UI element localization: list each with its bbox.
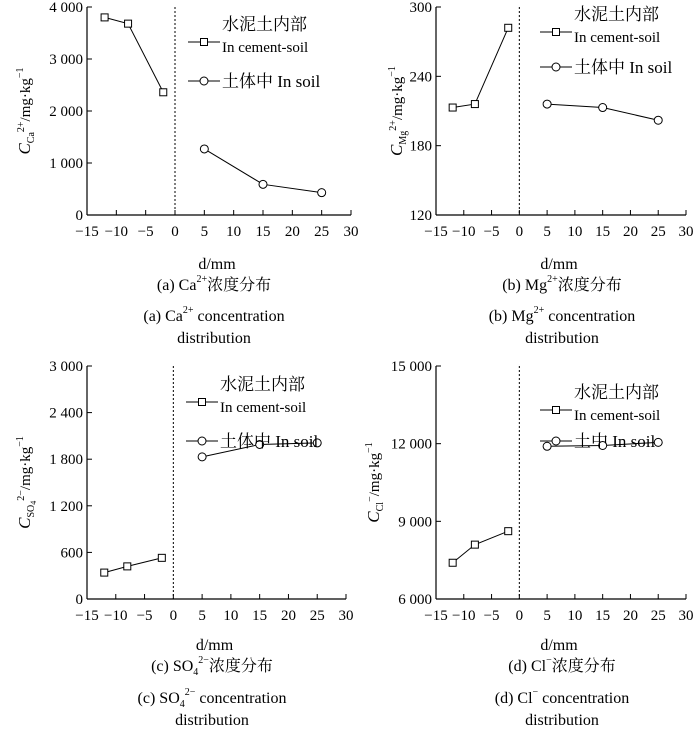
legend-label-soil: 土体中 In soil (574, 58, 673, 77)
y-tick-label: 1 000 (49, 156, 83, 172)
x-tick-label: 30 (678, 608, 694, 624)
x-tick-label: 30 (338, 608, 354, 624)
x-tick-label: 0 (515, 608, 524, 624)
x-tick-label: 5 (198, 608, 206, 624)
y-tick-label: 120 (409, 208, 432, 224)
caption-en: (d) Cl− concentration (494, 687, 630, 707)
y-tick-label: 9 000 (398, 514, 432, 531)
chart-panel-d (364, 359, 694, 729)
y-tick-label: 2 000 (49, 104, 83, 120)
chart-panel-b (387, 0, 694, 347)
x-axis-label: d/mm (540, 637, 578, 654)
legend-label-soil: 土体中 In soil (222, 72, 321, 91)
legend-label-cement-soil-cn: 水泥土内部 (222, 15, 307, 34)
y-tick-label: 6 000 (398, 592, 432, 608)
x-tick-label: 25 (650, 224, 666, 240)
x-tick-label: −10 (104, 608, 128, 624)
x-tick-label: 20 (280, 608, 296, 624)
y-tick-label: 1 800 (49, 452, 83, 469)
x-tick-label: 0 (171, 224, 179, 240)
data-point-square (471, 541, 478, 548)
x-tick-label: 0 (169, 608, 178, 624)
x-tick-label: −5 (136, 608, 153, 624)
x-tick-label: −5 (137, 224, 154, 240)
data-point-square (505, 528, 512, 535)
y-tick-label: 15 000 (390, 359, 432, 375)
x-tick-label: 5 (543, 608, 551, 624)
data-point-square (449, 104, 456, 111)
caption-cn: (a) $Ca^{2+}$浓度分布 (156, 274, 272, 294)
data-point-square (505, 24, 512, 31)
y-tick-label: 3 000 (49, 359, 83, 375)
y-tick-label: 3 000 (49, 52, 83, 68)
x-tick-label: −15 (424, 224, 448, 240)
series-line-cement-soil (104, 558, 162, 573)
x-tick-label: 5 (200, 224, 209, 240)
y-tick-label: 1 200 (49, 498, 83, 515)
legend-marker-square (199, 399, 206, 406)
caption-en: (b) $Mg^{2+}$ concentration (488, 305, 636, 325)
x-tick-label: 5 (543, 224, 551, 240)
legend-label-cement-soil-en: In cement-soil (220, 400, 307, 416)
x-tick-label: −10 (452, 608, 476, 624)
data-point-square (160, 89, 167, 96)
x-tick-label: 20 (284, 224, 300, 240)
series-line-cement-soil (105, 17, 164, 92)
data-point-square (471, 101, 478, 108)
legend-label-cement-soil-cn: 水泥土内部 (574, 383, 659, 402)
legend-label-cement-soil-en: In cement-soil (574, 408, 661, 424)
legend-label-cement-soil-cn: 水泥土内部 (574, 5, 659, 24)
y-tick-label: 0 (75, 208, 83, 224)
caption-en: (a) $Ca^{2+}$ concentration (143, 305, 285, 325)
legend-marker-circle (198, 437, 206, 445)
y-tick-label: 12 000 (390, 436, 432, 453)
chart-panel-c (15, 359, 354, 729)
y-axis-label: $C_{SO}4^{2-}/mg\cdot kg^{-1}$ (15, 436, 38, 529)
data-point-circle (198, 453, 206, 461)
x-axis-label: d/mm (198, 256, 236, 273)
data-point-circle (543, 442, 551, 450)
data-point-circle (200, 145, 208, 153)
x-tick-label: 25 (309, 608, 325, 624)
data-point-square (449, 559, 456, 566)
x-tick-label: −15 (75, 224, 99, 240)
data-point-circle (543, 100, 551, 108)
caption-en-line2: distribution (525, 712, 599, 729)
x-tick-label: −5 (483, 224, 500, 240)
legend-marker-circle (552, 437, 560, 445)
y-tick-label: 4 000 (49, 0, 83, 16)
y-axis-label: $C_{Mg}^{2+}/mg\cdot kg^{-1}$ (387, 66, 409, 156)
data-point-square (158, 554, 165, 561)
data-point-circle (654, 116, 662, 124)
legend-label-soil: 土中 In soil (574, 432, 656, 451)
caption-en-line2: distribution (175, 712, 249, 729)
legend-marker-square (201, 39, 208, 46)
data-point-square (101, 569, 108, 576)
data-point-square (124, 563, 131, 570)
y-tick-label: 240 (409, 69, 432, 86)
x-tick-label: −5 (483, 608, 500, 624)
x-tick-label: 15 (595, 224, 611, 240)
y-tick-label: 300 (409, 0, 432, 16)
x-tick-label: −10 (104, 224, 129, 240)
y-tick-label: 0 (75, 592, 83, 608)
caption-en: (c) $SO_4^{2-}$ concentration (137, 687, 287, 710)
x-tick-label: −15 (75, 608, 99, 624)
data-point-square (101, 14, 108, 21)
caption-en-line2: distribution (177, 330, 251, 347)
legend-marker-square (553, 29, 560, 36)
legend-label-cement-soil-en: In cement-soil (574, 30, 661, 46)
x-tick-label: 15 (595, 608, 611, 624)
x-tick-label: 10 (223, 608, 239, 624)
series-line-cement-soil (453, 531, 509, 563)
x-tick-label: 15 (252, 608, 268, 624)
chart-panel-a (15, 0, 359, 347)
data-point-circle (318, 189, 326, 197)
caption-cn: (b) $Mg^{2+}$浓度分布 (502, 274, 622, 294)
legend-label-soil: 土体中 In soil (220, 432, 319, 451)
x-tick-label: −15 (424, 608, 448, 624)
x-tick-label: 15 (255, 224, 271, 240)
x-tick-label: 10 (567, 224, 583, 240)
legend-label-cement-soil-cn: 水泥土内部 (220, 375, 305, 394)
series-line-cement-soil (453, 28, 509, 108)
caption-en-line2: distribution (525, 330, 599, 347)
legend-marker-circle (200, 77, 208, 85)
data-point-circle (599, 104, 607, 112)
x-axis-label: d/mm (195, 637, 234, 654)
x-tick-label: 20 (622, 224, 638, 240)
x-axis-label: d/mm (540, 256, 578, 273)
data-point-square (125, 20, 132, 27)
legend-marker-circle (552, 63, 560, 71)
x-tick-label: 10 (567, 608, 583, 624)
x-tick-label: −10 (452, 224, 476, 240)
x-tick-label: 10 (226, 224, 242, 240)
y-tick-label: 600 (60, 545, 83, 562)
x-tick-label: 0 (515, 224, 524, 240)
y-axis-label: $C_{Ca}^{2+}/mg\cdot kg^{-1}$ (15, 67, 37, 155)
data-point-circle (654, 438, 662, 446)
y-tick-label: 2 400 (49, 405, 83, 422)
caption-cn: (d) Cl−浓度分布 (508, 655, 616, 675)
x-tick-label: 20 (622, 608, 638, 624)
data-point-circle (259, 180, 267, 188)
x-tick-label: 25 (314, 224, 330, 240)
legend-label-cement-soil-en: In cement-soil (222, 40, 309, 56)
x-tick-label: 25 (650, 608, 666, 624)
x-tick-label: 30 (343, 224, 359, 240)
y-tick-label: 180 (409, 138, 432, 155)
x-tick-label: 30 (678, 224, 694, 240)
legend-marker-square (553, 407, 560, 414)
caption-cn: (c) $SO_4^{2-}$浓度分布 (151, 655, 273, 678)
y-axis-label: $C_{Cl}^-/mg\cdot kg^{-1}$ (364, 442, 386, 523)
